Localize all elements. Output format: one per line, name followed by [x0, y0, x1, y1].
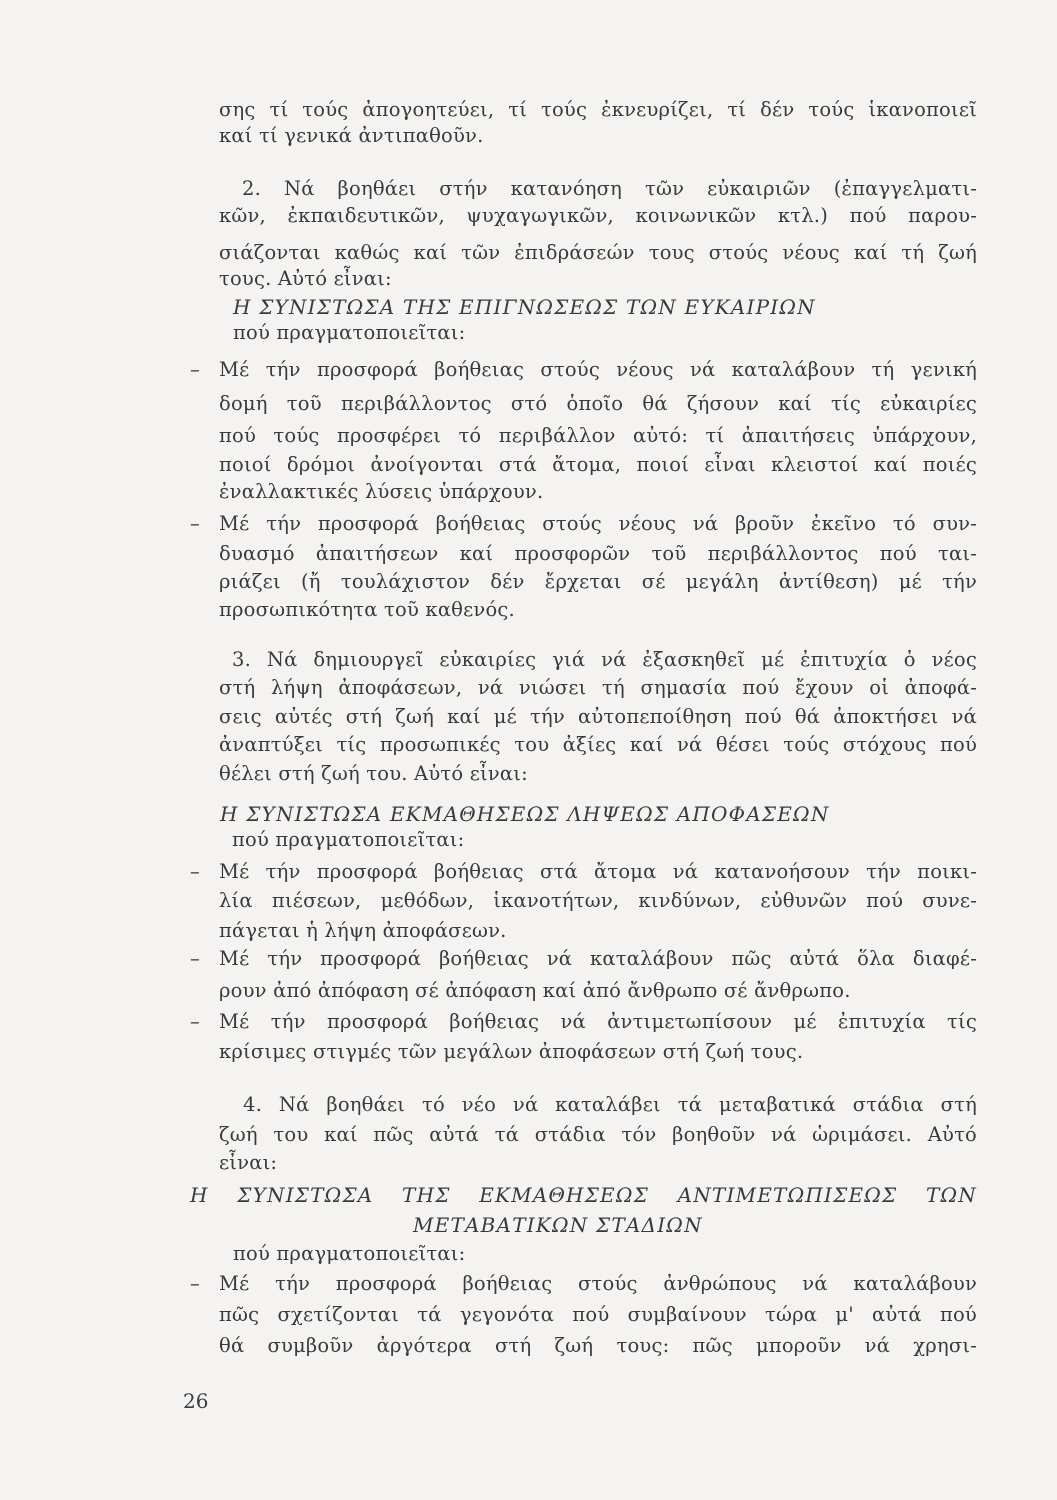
text-line: πού πραγματοποιεῖται: — [233, 321, 466, 344]
section-heading-opportunities: Η ΣΥΝΙΣΤΩΣΑ ΤΗΣ ΕΠΙΓΝΩΣΕΩΣ ΤΩΝ ΕΥΚΑΙΡΙΩΝ — [233, 295, 816, 319]
text-line: Μέ τήν προσφορά βοήθειας στούς ἀνθρώπους νά καταλάβουν — [219, 1272, 977, 1295]
text-line: πῶς σχετίζονται τά γεγονότα πού συμβαίνουν τώρα μ' αὐτά πού — [219, 1303, 977, 1326]
text-line: Μέ τήν προσφορά βοήθειας στούς νέους νά βροῦν ἐκεῖνο τό συν- — [219, 512, 977, 535]
text-line: θέλει στή ζωή του. Αὐτό εἶναι: — [219, 762, 528, 785]
dash-bullet: – — [190, 860, 200, 883]
text-line: κῶν, ἐκπαιδευτικῶν, ψυχαγωγικῶν, κοινωνικῶν κτλ.) πού παρου- — [219, 204, 977, 227]
section-heading-transitions-cont: ΜΕΤΑΒΑΤΙΚΩΝ ΣΤΑΔΙΩΝ — [413, 1213, 703, 1237]
text-line: ἀναπτύξει τίς προσωπικές του ἀξίες καί νά θέσει τούς στόχους πού — [219, 733, 977, 756]
dash-bullet: – — [190, 512, 200, 535]
text-line: πού τούς προσφέρει τό περιβάλλον αὐτό: τί ἀπαιτήσεις ὑπάρχουν, — [219, 424, 977, 447]
section-heading-transitions: Η ΣΥΝΙΣΤΩΣΑ ΤΗΣ ΕΚΜΑΘΗΣΕΩΣ ΑΝΤΙΜΕΤΩΠΙΣΕΩΣ ΤΩΝ — [190, 1183, 977, 1207]
dash-bullet: – — [190, 1010, 200, 1033]
text-line: Μέ τήν προσφορά βοήθειας νά ἀντιμετωπίσουν μέ ἐπιτυχία τίς — [219, 1010, 977, 1033]
text-line: εἶναι: — [219, 1151, 278, 1174]
text-line: πού πραγματοποιεῖται: — [233, 1242, 466, 1265]
paragraph-2-start: 2. Νά βοηθάει στήν κατανόηση τῶν εὐκαιριῶν (ἐπαγγελματι- — [242, 177, 977, 200]
text-line: προσωπικότητα τοῦ καθενός. — [219, 598, 515, 621]
paragraph-4-start: 4. Νά βοηθάει τό νέο νά καταλάβει τά μεταβατικά στάδια στή — [243, 1093, 977, 1116]
text-line: σης τί τούς ἀπογοητεύει, τί τούς ἐκνευρίζει, τί δέν τούς ἱκανοποιεῖ — [219, 98, 977, 121]
page-number: 26 — [183, 1389, 209, 1413]
dash-bullet: – — [190, 947, 200, 970]
text-line: ριάζει (ἤ τουλάχιστον δέν ἔρχεται σέ μεγάλη ἀντίθεση) μέ τήν — [219, 570, 977, 593]
text-line: ρουν ἀπό ἀπόφαση σέ ἀπόφαση καί ἀπό ἄνθρωπο σέ ἄνθρωπο. — [219, 979, 851, 1002]
text-line: καί τί γενικά ἀντιπαθοῦν. — [219, 124, 484, 147]
text-line: τους. Αὐτό εἶναι: — [219, 267, 392, 290]
text-line: σιάζονται καθώς καί τῶν ἐπιδράσεών τους στούς νέους καί τή ζωή — [219, 241, 977, 264]
dash-bullet: – — [190, 358, 200, 381]
text-line: ζωή του καί πῶς αὐτά τά στάδια τόν βοηθοῦν νά ὡριμάσει. Αὐτό — [219, 1123, 977, 1146]
text-line: σεις αὐτές στή ζωή καί μέ τήν αὐτοπεποίθηση πού θά ἀποκτήσει νά — [219, 705, 977, 728]
text-line: ποιοί δρόμοι ἀνοίγονται στά ἄτομα, ποιοί εἶναι κλειστοί καί ποιές — [219, 453, 977, 476]
text-line: Μέ τήν προσφορά βοήθειας στούς νέους νά καταλάβουν τή γενική — [219, 358, 977, 381]
text-line: δομή τοῦ περιβάλλοντος στό ὁποῖο θά ζήσουν καί τίς εὐκαιρίες — [219, 392, 977, 415]
text-line: δυασμό ἀπαιτήσεων καί προσφορῶν τοῦ περιβάλλοντος πού ται- — [219, 542, 977, 565]
text-line: Μέ τήν προσφορά βοήθειας νά καταλάβουν πῶς αὐτά ὅλα διαφέ- — [219, 947, 977, 970]
text-line: λία πιέσεων, μεθόδων, ἱκανοτήτων, κινδύνων, εὐθυνῶν πού συνε- — [219, 889, 977, 912]
text-line: Μέ τήν προσφορά βοήθειας στά ἄτομα νά κατανοήσουν τήν ποικι- — [219, 860, 977, 883]
text-line: στή λήψη ἀποφάσεων, νά νιώσει τή σημασία πού ἔχουν οἱ ἀποφά- — [219, 676, 977, 699]
section-heading-decision-making: Η ΣΥΝΙΣΤΩΣΑ ΕΚΜΑΘΗΣΕΩΣ ΛΗΨΕΩΣ ΑΠΟΦΑΣΕΩΝ — [220, 802, 830, 826]
paragraph-3-start: 3. Νά δημιουργεῖ εὐκαιρίες γιά νά ἐξασκηθεῖ μέ ἐπιτυχία ὁ νέος — [232, 648, 977, 671]
text-line: θά συμβοῦν ἀργότερα στή ζωή τους: πῶς μποροῦν νά χρησι- — [219, 1334, 977, 1357]
text-line: πού πραγματοποιεῖται: — [232, 828, 465, 851]
text-line: ἐναλλακτικές λύσεις ὑπάρχουν. — [219, 480, 544, 503]
dash-bullet: – — [190, 1272, 200, 1295]
text-line: κρίσιμες στιγμές τῶν μεγάλων ἀποφάσεων στή ζωή τους. — [219, 1040, 804, 1063]
text-line: πάγεται ἡ λήψη ἀποφάσεων. — [219, 919, 507, 942]
